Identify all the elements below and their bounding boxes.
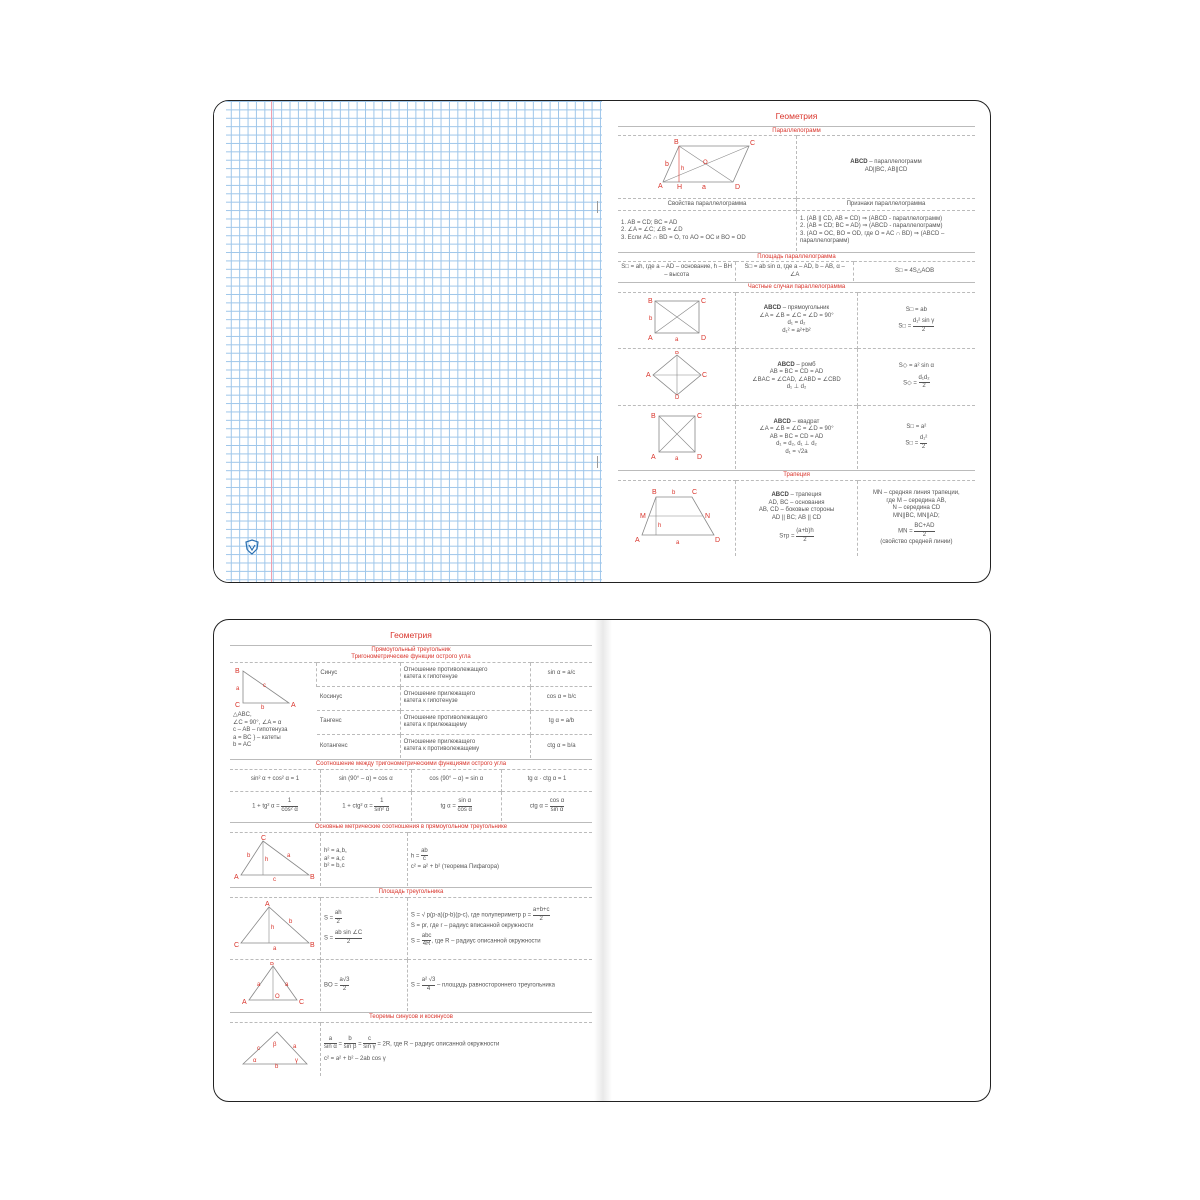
svg-text:a: a bbox=[285, 981, 289, 988]
svg-text:B: B bbox=[651, 488, 657, 496]
svg-text:A: A bbox=[647, 334, 653, 342]
svg-text:D: D bbox=[674, 395, 679, 400]
svg-text:C: C bbox=[701, 372, 707, 380]
svg-text:D: D bbox=[696, 453, 702, 461]
svg-text:A: A bbox=[634, 536, 640, 544]
svg-text:c: c bbox=[257, 1045, 260, 1052]
svg-text:C: C bbox=[235, 701, 241, 709]
equilateral-triangle-diagram bbox=[230, 959, 321, 1011]
rhomb-diagram bbox=[618, 349, 736, 406]
svg-text:a: a bbox=[273, 946, 277, 952]
svg-text:C: C bbox=[691, 488, 697, 496]
brand-shield-icon bbox=[244, 539, 260, 555]
svg-text:A: A bbox=[645, 372, 651, 380]
svg-text:O: O bbox=[703, 160, 708, 167]
svg-text:B: B bbox=[235, 667, 240, 675]
svg-text:A: A bbox=[265, 901, 270, 909]
notebook-spread-bottom bbox=[213, 619, 991, 1102]
svg-text:c: c bbox=[273, 876, 276, 881]
svg-text:b: b bbox=[261, 704, 265, 709]
svg-text:B: B bbox=[270, 961, 275, 967]
svg-text:C: C bbox=[750, 140, 756, 148]
svg-text:A: A bbox=[242, 998, 247, 1006]
svg-text:A: A bbox=[658, 183, 663, 191]
svg-text:c: c bbox=[263, 682, 266, 689]
svg-text:a: a bbox=[674, 455, 678, 462]
area-triangle-figure bbox=[233, 901, 317, 951]
svg-text:N: N bbox=[704, 512, 710, 520]
svg-text:D: D bbox=[735, 184, 741, 192]
svg-text:a: a bbox=[675, 539, 679, 546]
formula-page-geometry-triangle: Геометрия Прямоугольный треугольник Тригонометрические функции острого угла B C A a c b △ABC, ∠C = 90°, ∠A = α c – AB – гипотенуза a = BC } – катеты b = AC Синус Отношение противолежащего катета к гипотенузе sin α = a/c Косинус Отношение прилежащего катета к гипотенузе cos α = b/c Тангенс Отношение противолежащего катета к прилежащему tg α = a/b Котангенс Отношение прилежащего катета к противолежащему ctg α = b/a Соотношение между тригонометрическими функциями острого угла sin² α + cos² α = 1 sin (90° – α) = cos α cos (90° – α) = sin α tg α · ctg α = 1 1 + tg² α = $\frac{1}{\text{cos² α}}$ 1 + ctg² α = $\frac{1}{\text{sin² α}}$ tg α = $\frac{\text{sin α}}{\text{cos α}}$ ctg α = $\frac{\text{cos α}}{\text{sin α}}$ Основные метрические соотношения в прямоугольном треугольнике A C B h b a c h² = a꜀b꜀ a² = a꜀c b² = b꜀c h = $\frac{ab}{c}$ c² = a² + b² (теорема Пифагора) Площадь треугольника C A B h b a S = $\frac{ah}{2}$ S = $\frac{\text{ab sin ∠C}}{2}$ S = √ p(p-a)(p-b)(p-c), где полупериметр p = $\frac{a+b+c}{2}$ S = pr, где r – радиус вписанной окружности S = abc 4R , где R – радиус описанной окружности A B C O a a BO = $\frac{a√3}{2}$ S = $\frac{\text{a² √3}}{4}$ – площадь равностороннего треугольника Теоремы синусов и косинусов β α γ c a b $\frac{a}{\text{sin α}}$ = $\frac{b}{\text{sin β}}$ = $\frac{c}{\text{sin γ}}$ = 2R, где R – радиус описанной окружности c² = a² + b² – 2ab cos γ bbox=[230, 620, 592, 1101]
altitude-triangle-diagram bbox=[230, 832, 321, 886]
page-title: Геометрия bbox=[775, 111, 818, 121]
svg-text:B: B bbox=[674, 139, 679, 147]
trapezoid-diagram bbox=[618, 480, 736, 556]
right-triangle-figure bbox=[233, 665, 305, 709]
svg-text:B: B bbox=[647, 297, 653, 305]
right-triangle-diagram: B C A a c b △ABC, ∠C = 90°, ∠A = α c – AB – гипотенуза a = BC } – катеты b = AC bbox=[230, 662, 317, 758]
svg-text:b: b bbox=[275, 1063, 279, 1070]
svg-text:C: C bbox=[261, 834, 267, 842]
sine-law-triangle-diagram bbox=[230, 1022, 321, 1076]
altitude-triangle-figure bbox=[233, 835, 317, 881]
properties-list: 1. AB = CD; BC = AD 2. ∠A = ∠C; ∠B = ∠D 3. Если AC ∩ BD = O, то AO = OC и BO = OD bbox=[618, 211, 797, 251]
area-triangle-diagram bbox=[230, 897, 321, 959]
svg-text:C: C bbox=[696, 412, 702, 420]
svg-text:h: h bbox=[681, 166, 685, 173]
svg-text:b: b bbox=[648, 315, 652, 322]
svg-text:γ: γ bbox=[295, 1057, 298, 1064]
equilateral-triangle-figure bbox=[233, 962, 317, 1006]
rhomb-figure bbox=[645, 351, 709, 399]
signs-list: 1. (AB || CD, AB = CD) ⇒ (ABCD - параллелограмм) 2. (AB = CD; BC = AD) ⇒ (ABCD - параллелограмм) 3. (AO = OC, BO = OD, где O = AC ∩ BD) ⇒ (ABCD – параллелограмм) bbox=[797, 211, 976, 251]
rectangle-diagram bbox=[618, 292, 736, 349]
svg-text:B: B bbox=[650, 412, 656, 420]
svg-text:H: H bbox=[677, 184, 683, 192]
svg-text:a: a bbox=[293, 1043, 297, 1050]
svg-text:D: D bbox=[700, 334, 706, 342]
svg-text:a: a bbox=[236, 685, 240, 692]
formula-page-geometry-parallelogram: Геометрия Параллелограмм A B C D H a b h O ABCD – параллелограмм AD||BC, AB||CD Свойства параллелограмма Признаки параллелограмма 1. AB = CD; BC = AD 2. ∠A = ∠C; ∠B = ∠D 3. Если AC ∩ BD = O, то AO = OC и BO = OD 1. (AB || CD, AB = CD) ⇒ (ABCD - параллелограмм) 2. (AB = CD; BC = AD) ⇒ (ABCD - параллелограмм) 3. (AO = OC, BO = OD, где O = AC ∩ BD) ⇒ (ABCD – параллелограмм) Площадь параллелограмма S□ = ah, где a – AD – основание, h – BH – высота S□ = ab sin α, где a – AD, b – AB, α – ∠A S□ = 4S△AOB Частные случаи параллелограмма B C A D a b ABCD – прямоугольник ∠A = ∠B = ∠C = ∠D = 90° d₁ = d₂ d₁² = a²+b² S□ = ab S□ = $\frac{\text{d₁² sin γ}}{2}$ B C A D ABCD – ромб AB = BC = CD = AD ∠BAC = ∠CAD, ∠ABD = ∠CBD d₁ ⊥ d₂ S◇ = a² sin α S◇ = $\frac{\text{d₁d₂}}{2}$ B C A D a ABCD – квадрат ∠A = ∠B = ∠C = ∠D = 90° AB = BC = CD = AD d₁ = d₂, d₁ ⊥ d₂ d₁ = √2a S□ = a² S□ = $\frac{\text{d₁²}}{2}$ Трапеция B C A D M N b a h ABCD – трапеция AD, BC – основания AB, CD – боковые стороны AD || BC; AB || CD Sтр = $\frac{(a+b)h}{2}$ MN – средняя линия трапеции, где M – середина AB, N – середина CD MN||BC, MN||AD; MN = $\frac{BC+AD}{2}$ (свойство средней линии) bbox=[618, 101, 975, 582]
square-figure bbox=[645, 410, 709, 462]
svg-text:α: α bbox=[253, 1057, 257, 1064]
svg-text:a: a bbox=[674, 336, 678, 343]
svg-text:b: b bbox=[665, 161, 669, 169]
svg-text:C: C bbox=[234, 942, 240, 950]
svg-text:a: a bbox=[287, 852, 291, 859]
svg-text:a: a bbox=[702, 184, 706, 192]
svg-text:A: A bbox=[234, 873, 239, 881]
svg-text:b: b bbox=[247, 852, 251, 859]
rectangle-figure bbox=[645, 295, 709, 343]
svg-text:β: β bbox=[273, 1041, 277, 1048]
svg-text:A: A bbox=[650, 453, 656, 461]
svg-text:C: C bbox=[299, 998, 305, 1006]
svg-text:B: B bbox=[310, 942, 315, 950]
svg-text:C: C bbox=[700, 297, 706, 305]
svg-text:D: D bbox=[714, 536, 720, 544]
section-title: Параллелограмм bbox=[772, 127, 821, 134]
svg-text:O: O bbox=[275, 993, 280, 1000]
svg-text:a: a bbox=[257, 981, 261, 988]
svg-text:h: h bbox=[265, 856, 269, 863]
staple-mark bbox=[597, 456, 601, 468]
square-diagram bbox=[618, 405, 736, 469]
sine-law-triangle-figure bbox=[233, 1026, 317, 1070]
svg-text:h: h bbox=[271, 925, 275, 932]
margin-line bbox=[271, 101, 272, 582]
notebook-spread-top bbox=[213, 100, 991, 583]
svg-text:B: B bbox=[674, 351, 679, 357]
svg-text:b: b bbox=[289, 919, 293, 926]
svg-text:M: M bbox=[639, 512, 646, 520]
svg-text:A: A bbox=[291, 701, 296, 709]
graph-paper-page bbox=[214, 101, 602, 582]
parallelogram-diagram bbox=[618, 136, 797, 199]
svg-text:h: h bbox=[657, 522, 661, 529]
staple-mark bbox=[597, 201, 601, 213]
page-title: Геометрия bbox=[390, 630, 432, 640]
parallelogram-figure bbox=[657, 138, 757, 192]
page-gutter bbox=[594, 620, 612, 1101]
trapezoid-figure bbox=[632, 487, 722, 547]
svg-text:b: b bbox=[671, 489, 675, 496]
svg-text:B: B bbox=[310, 873, 315, 881]
